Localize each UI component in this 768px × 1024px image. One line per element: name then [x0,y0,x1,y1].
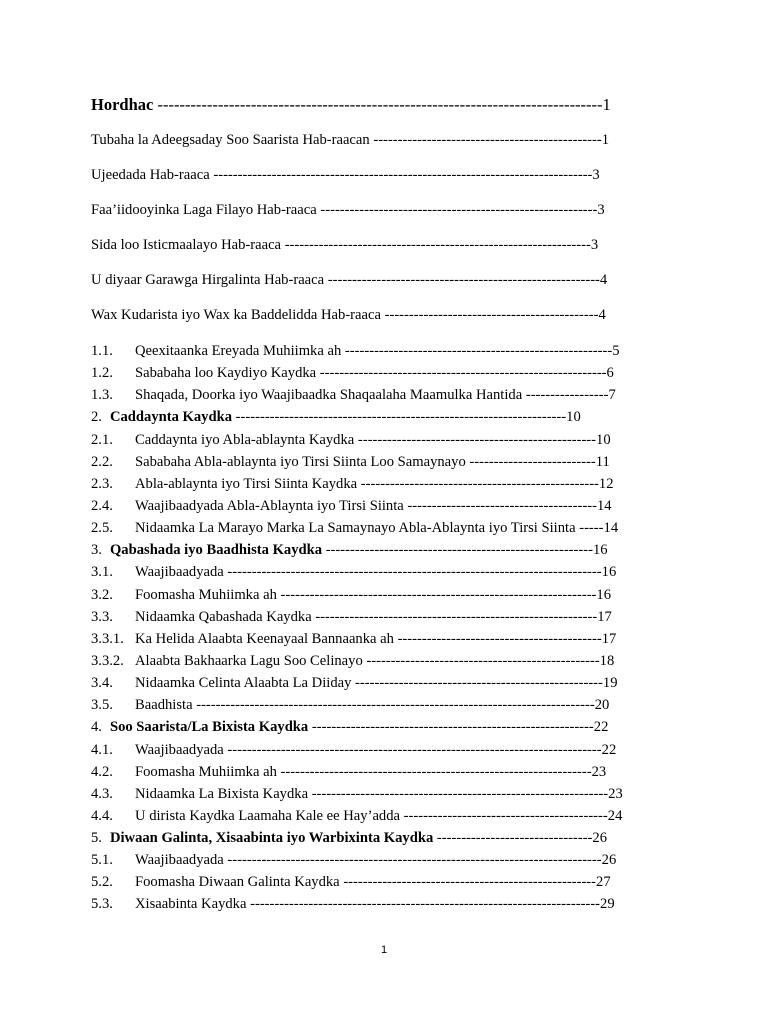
toc-entry-title: Foomasha Diwaan Galinta Kaydka [135,874,340,890]
toc-entry[interactable] [91,696,609,714]
toc-entry-page: 20 [594,697,610,713]
toc-entry-number: 2.4. [91,498,113,514]
toc-entry-title: U dirista Kaydka Laamaha Kale ee Hay’adda [135,808,400,824]
toc-entry-title: Waajibaadyada Abla-Ablaynta iyo Tirsi Siinta [135,498,404,514]
toc-entry-leader: ---------------------------------------------------------- [311,609,598,625]
toc-entry-leader: ----------------------------------------------------------- [316,365,607,381]
toc-entry-number: 4.3. [91,786,113,802]
toc-entry-number: 2. [91,409,102,425]
toc-entry-title: Wax Kudarista iyo Wax ka Baddelidda Hab-raaca [91,307,381,323]
toc-entry-number: 3.5. [91,697,113,713]
toc-entry-leader: ------------------------------------------------ [362,653,600,669]
toc-entry-title: Qeexitaanka Ereyada Muhiimka ah [135,343,342,359]
toc-entry-leader: ---------------------------------------------------------- [308,719,594,735]
toc-entry[interactable] [91,785,623,803]
toc-entry-number: 3.3.1. [91,631,124,647]
toc-entry-leader: ----------------------------------------------------------------------------- [223,564,602,580]
toc-entry[interactable] [91,386,616,404]
toc-entry-page: 17 [601,631,617,647]
toc-entry-title: Diwaan Galinta, Xisaabinta iyo Warbixinta Kaydka [109,830,434,846]
toc-entry-page: 5 [612,343,620,359]
toc-entry-page: 7 [608,387,616,403]
toc-entry[interactable] [91,236,598,254]
toc-entry-page: 4 [599,272,608,288]
toc-entry-title: Ujeedada Hab-raaca [91,167,210,183]
toc-entry-page: 14 [603,520,619,536]
toc-entry-page: 3 [592,167,600,183]
toc-entry-page: 19 [602,675,618,691]
toc-entry-number: 3.3. [91,609,113,625]
toc-entry-number: 2.2. [91,454,113,470]
toc-entry-leader: -------------------------- [465,454,596,470]
toc-entry-number: 1.1. [91,343,113,359]
toc-entry[interactable] [91,408,581,426]
toc-entry-number: 3.2. [91,587,113,603]
toc-entry-leader: -------------------------------------------------------------------- [232,409,567,425]
toc-entry-page: 16 [593,542,608,558]
toc-entry-leader: ----- [575,520,604,536]
toc-entry[interactable] [91,96,611,114]
toc-entry-title: Foomasha Muhiimka ah [135,764,277,780]
toc-entry[interactable] [91,586,611,604]
toc-entry-number: 2.5. [91,520,113,536]
toc-entry-page: 29 [600,896,615,912]
toc-entry-number: 5.3. [91,896,113,912]
toc-entry-title: Caddaynta iyo Abla-ablaynta Kaydka [135,432,355,448]
toc-entry-leader: ----------------- [522,387,609,403]
toc-entry-number: 3.3.2. [91,653,124,669]
toc-entry-title: Ka Helida Alaabta Keenayaal Bannaanka ah [135,631,394,647]
toc-entry-page: 12 [598,476,614,492]
toc-entry-title: Sababaha Abla-ablaynta iyo Tirsi Siinta Loo Samaynayo [135,454,466,470]
toc-entry-number: 2.1. [91,432,113,448]
toc-entry-page: 16 [596,587,612,603]
toc-entry[interactable] [91,166,600,184]
toc-entry-page: 26 [601,852,617,868]
toc-entry[interactable] [91,431,611,449]
toc-entry-leader: ----------------------------------------------------------------- [276,587,597,603]
toc-entry-leader: ------------------------------------------ [393,631,602,647]
toc-entry[interactable] [91,608,612,626]
toc-entry-page: 1 [601,132,610,148]
toc-entry[interactable] [91,497,612,515]
toc-entry[interactable] [91,851,616,869]
toc-entry-page: 10 [596,432,611,448]
toc-entry-page: 27 [596,874,611,890]
toc-entry[interactable] [91,807,622,825]
toc-entry-title: Sababaha loo Kaydiyo Kaydka [135,365,317,381]
toc-entry-number: 5.1. [91,852,113,868]
toc-entry-leader: --------------------------------------------------------- [316,202,598,218]
toc-entry-title: Waajibaadyada [135,852,224,868]
toc-entry-number: 3.4. [91,675,113,691]
toc-entry[interactable] [91,652,614,670]
toc-entry[interactable] [91,873,611,891]
toc-entry-page: 18 [599,653,615,669]
toc-entry-page: 10 [566,409,581,425]
toc-entry-leader: ------------------------------------------------- [357,476,599,492]
toc-entry-page: 6 [606,365,614,381]
toc-entry-leader: ----------------------------------------------------------------------------- [223,742,602,758]
toc-entry[interactable] [91,563,616,581]
toc-entry-number: 4. [91,719,102,735]
toc-entry-number: 4.1. [91,742,113,758]
toc-entry-page: 3 [597,202,605,218]
toc-entry[interactable] [91,718,608,736]
toc-entry-page: 22 [601,742,617,758]
toc-entry[interactable] [91,475,614,493]
toc-entry[interactable] [91,895,615,913]
toc-entry-leader: --------------------------------------------------- [351,675,603,691]
toc-entry-title: Soo Saarista/La Bixista Kaydka [109,719,309,735]
toc-entry-number: 4.4. [91,808,113,824]
toc-entry-page: 24 [607,808,623,824]
toc-entry-page: 16 [601,564,617,580]
toc-entry-title: Xisaabinta Kaydka [135,896,247,912]
toc-entry-leader: ------------------------------------------------------------- [308,786,609,802]
toc-entry-number: 3.1. [91,564,113,580]
toc-entry[interactable] [91,829,607,847]
toc-entry-page: 26 [592,830,608,846]
toc-entry-title: Abla-ablaynta iyo Tirsi Siinta Kaydka [135,476,358,492]
toc-entry-leader: ---------------------------------------------------------------------------------- [192,697,595,713]
toc-entry-number: 1.2. [91,365,113,381]
toc-entry-leader: ----------------------------------------------------------------------------- [223,852,602,868]
toc-entry[interactable] [91,674,618,692]
toc-entry[interactable] [91,201,605,219]
toc-entry[interactable] [91,131,609,149]
toc-entry-page: 23 [591,764,607,780]
toc-entry-number: 2.3. [91,476,113,492]
toc-entry-title: Caddaynta Kaydka [109,409,233,425]
toc-entry[interactable] [91,763,606,781]
toc-entry-number: 4.2. [91,764,113,780]
toc-entry-number: 5.2. [91,874,113,890]
page-number: 1 [380,944,388,956]
toc-entry[interactable] [91,630,616,648]
toc-entry-title: Waajibaadyada [135,742,224,758]
toc-entry-title: Shaqada, Doorka iyo Waajibaadka Shaqaalaha Maamulka Hantida [135,387,523,403]
toc-entry-leader: ------------------------------------------------------- [341,343,613,359]
toc-entry-leader: --------------------------------------------------------------- [281,237,591,253]
toc-entry-title: Sida loo Isticmaalayo Hab-raaca [91,237,282,253]
toc-entry-page: 4 [598,307,606,323]
toc-entry-title: Alaabta Bakhaarka Lagu Soo Celinayo [135,653,363,669]
toc-entry[interactable] [91,519,618,537]
toc-entry-title: Baadhista [135,697,193,713]
toc-entry-title: U diyaar Garawga Hirgalinta Hab-raaca [91,272,325,288]
toc-entry-title: Nidaamka Qabashada Kaydka [135,609,312,625]
toc-entry-leader: ------------------------------------------------------------------------ [246,896,601,912]
toc-entry[interactable] [91,364,614,382]
toc-entry-leader: -------------------------------- [433,830,593,846]
toc-entry[interactable] [91,741,616,759]
toc-entry-leader: ------------------------------------------------------- [322,542,593,558]
toc-entry-number: 5. [91,830,102,846]
toc-entry-title: Nidaamka La Marayo Marka La Samaynayo Abla-Ablaynta iyo Tirsi Siinta [135,520,576,536]
toc-entry-page: 14 [596,498,612,514]
toc-entry-page: 23 [608,786,623,802]
toc-entry[interactable] [91,271,607,289]
toc-entry-title: Nidaamka La Bixista Kaydka [135,786,309,802]
toc-entry-title: Nidaamka Celinta Alaabta La Diiday [135,675,352,691]
toc-entry[interactable] [91,306,606,324]
toc-entry[interactable] [91,541,608,559]
toc-entry-leader: ------------------------------------------------- [354,432,597,448]
toc-entry-title: Foomasha Muhiimka ah [135,587,277,603]
toc-entry-page: 3 [590,237,599,253]
toc-entry-leader: ---------------------------------------------------------------- [276,764,592,780]
toc-entry[interactable] [91,342,620,360]
toc-entry-title: Faa’iidooyinka Laga Filayo Hab-raaca [91,202,317,218]
toc-entry-page: 1 [602,95,611,114]
toc-entry-leader: -------------------------------------------- [380,307,599,323]
toc-entry-leader: ------------------------------------------------------------------------------ [209,167,593,183]
toc-entry-leader: --------------------------------------- [403,498,597,514]
toc-entry-number: 3. [91,542,102,558]
toc-entry-leader: ------------------------------------------ [400,808,608,824]
toc-entry-title: Waajibaadyada [135,564,224,580]
toc-entry-page: 11 [595,454,610,470]
toc-entry-leader: ---------------------------------------------------- [339,874,597,890]
toc-entry-leader: -------------------------------------------------------- [324,272,600,288]
toc-entry-leader: --------------------------------------------------------------------------------- [153,95,603,114]
toc-entry-title: Qabashada iyo Baadhista Kaydka [109,542,323,558]
toc-entry[interactable] [91,453,610,471]
toc-entry-number: 1.3. [91,387,113,403]
toc-entry-title: Tubaha la Adeegsaday Soo Saarista Hab-raacan [91,132,370,148]
toc-entry-page: 17 [597,609,612,625]
toc-entry-leader: ----------------------------------------------- [369,132,602,148]
toc-entry-title: Hordhac [91,95,154,114]
toc-entry-page: 22 [593,719,609,735]
